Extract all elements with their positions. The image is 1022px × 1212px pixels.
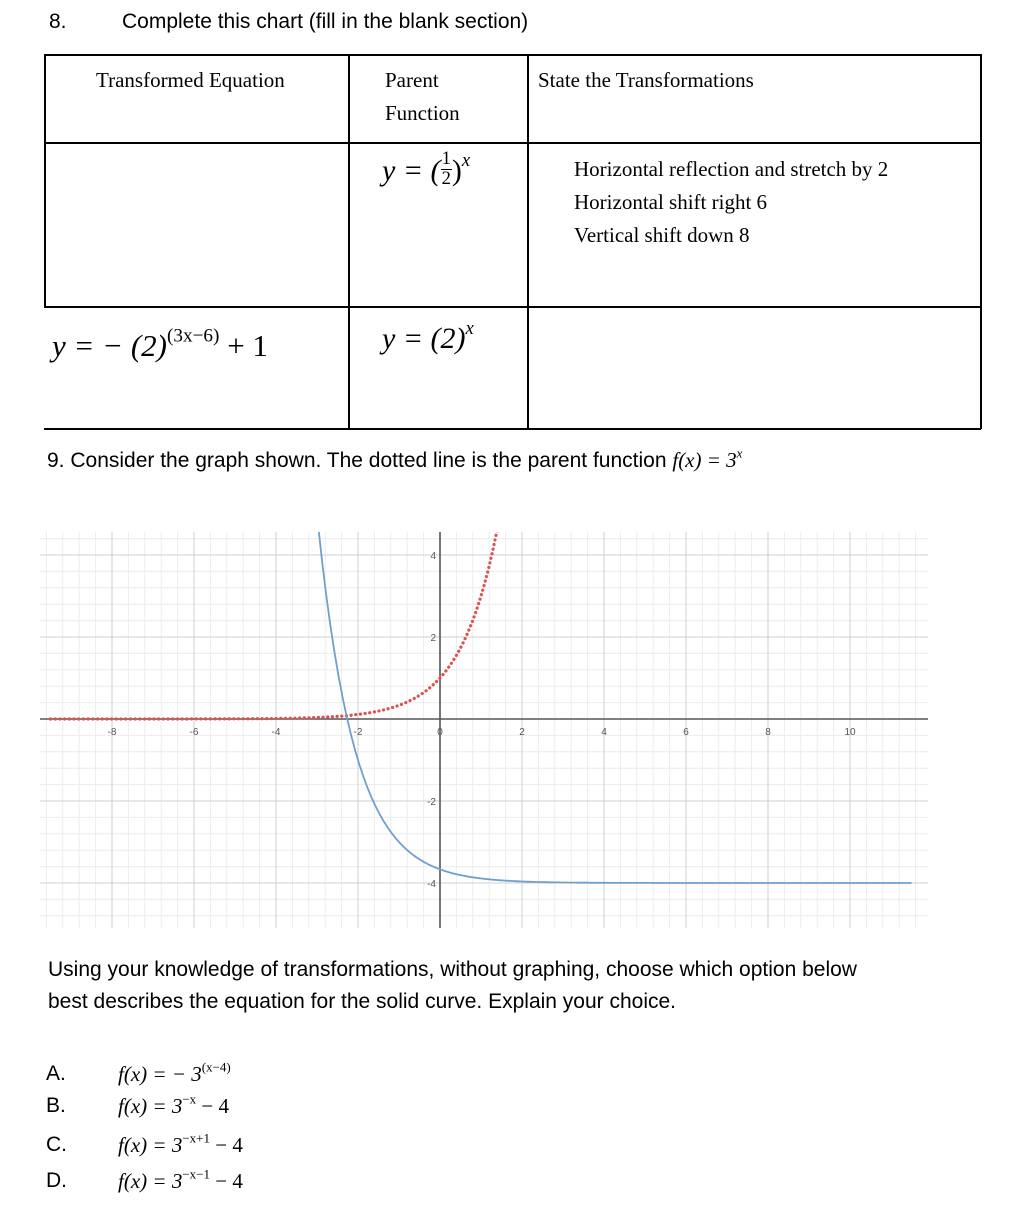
- x-tick-label: -8: [107, 727, 117, 738]
- q9-question-line2: best describes the equation for the solid curve. Explain your choice.: [48, 990, 677, 1013]
- row1-parent-suffix: ): [451, 153, 462, 187]
- option-letter: B.: [46, 1094, 66, 1117]
- option-equation-tail: − 4: [210, 1133, 243, 1157]
- option-equation: [118, 1166, 243, 1194]
- q8-number: 8.: [49, 10, 67, 33]
- option-d[interactable]: [46, 1165, 306, 1195]
- option-equation-exponent: −x−1: [182, 1166, 211, 1182]
- option-equation: [118, 1130, 243, 1158]
- q9-parent-function: f(x) = 3: [672, 448, 737, 472]
- header-parent-line1: Parent: [385, 68, 439, 92]
- x-tick-label: -6: [189, 727, 199, 738]
- parent-function-dotted-curve: [51, 520, 500, 720]
- option-a[interactable]: [46, 1058, 306, 1088]
- y-tick-label: 4: [430, 551, 436, 562]
- transformation-line-3: Vertical shift down 8: [574, 223, 750, 247]
- option-letter: A.: [46, 1062, 66, 1085]
- row2-equation-exponent: (3x−6): [167, 325, 220, 347]
- option-equation-exponent: −x+1: [182, 1130, 211, 1146]
- option-equation-tail: − 4: [210, 1169, 243, 1193]
- x-tick-label: 0: [437, 727, 443, 738]
- fraction-denominator: 2: [441, 167, 451, 189]
- row1-parent-prefix: y = (: [382, 153, 441, 187]
- graph-tick-labels: [108, 551, 856, 890]
- option-equation-exponent: −x: [182, 1091, 197, 1107]
- y-tick-label: 2: [430, 633, 436, 644]
- option-b[interactable]: [46, 1090, 306, 1120]
- x-tick-label: 8: [765, 727, 771, 738]
- row1-parent-exponent: x: [461, 149, 471, 171]
- option-equation-base: f(x) = 3: [118, 1133, 183, 1157]
- header-transformed-equation: Transformed Equation: [96, 68, 285, 92]
- transformation-line-2: Horizontal shift right 6: [574, 190, 768, 214]
- x-tick-label: 4: [601, 727, 607, 738]
- x-tick-label: -4: [271, 727, 281, 738]
- x-tick-label: -2: [353, 727, 363, 738]
- graph-minor-grid: [40, 532, 928, 928]
- option-c[interactable]: [46, 1129, 306, 1159]
- option-equation-base: f(x) = 3: [118, 1094, 183, 1118]
- fraction-numerator: 1: [441, 148, 451, 169]
- x-tick-label: 2: [519, 727, 525, 738]
- q9-parent-exponent: x: [736, 445, 743, 461]
- y-tick-label: -4: [427, 879, 436, 890]
- option-equation-tail: − 4: [196, 1094, 230, 1118]
- option-letter: C.: [46, 1133, 67, 1156]
- option-equation: [118, 1091, 230, 1119]
- header-parent-line2: Function: [385, 101, 460, 125]
- answer-options: [0, 1050, 1022, 1200]
- graph-major-grid: [40, 532, 928, 928]
- q8-instruction: Complete this chart (fill in the blank section): [122, 10, 529, 33]
- x-tick-label: 10: [844, 727, 856, 738]
- q9-question-line1: Using your knowledge of transformations, without graphing, choose which option below: [48, 958, 857, 981]
- header-transformations: State the Transformations: [538, 68, 754, 92]
- row2-parent-exponent: x: [465, 318, 474, 340]
- option-letter: D.: [46, 1169, 67, 1192]
- q9-prompt-text: 9. Consider the graph shown. The dotted line is the parent function: [47, 449, 673, 472]
- row2-equation-prefix: y = − (2): [52, 328, 167, 363]
- transformation-line-1: Horizontal reflection and stretch by 2: [574, 157, 889, 181]
- option-equation-base: f(x) = 3: [118, 1169, 183, 1193]
- option-equation-base: f(x) = − 3: [118, 1062, 202, 1086]
- x-tick-label: 6: [683, 727, 689, 738]
- row2-parent-base: y = (2): [382, 322, 466, 355]
- option-equation: [118, 1059, 231, 1087]
- graph-series: [51, 310, 912, 883]
- row2-equation-suffix: + 1: [219, 328, 268, 363]
- option-equation-exponent: (x−4): [201, 1059, 231, 1075]
- graph-axes: [40, 532, 928, 928]
- transformed-solid-curve: [301, 310, 912, 883]
- y-tick-label: -2: [427, 797, 436, 808]
